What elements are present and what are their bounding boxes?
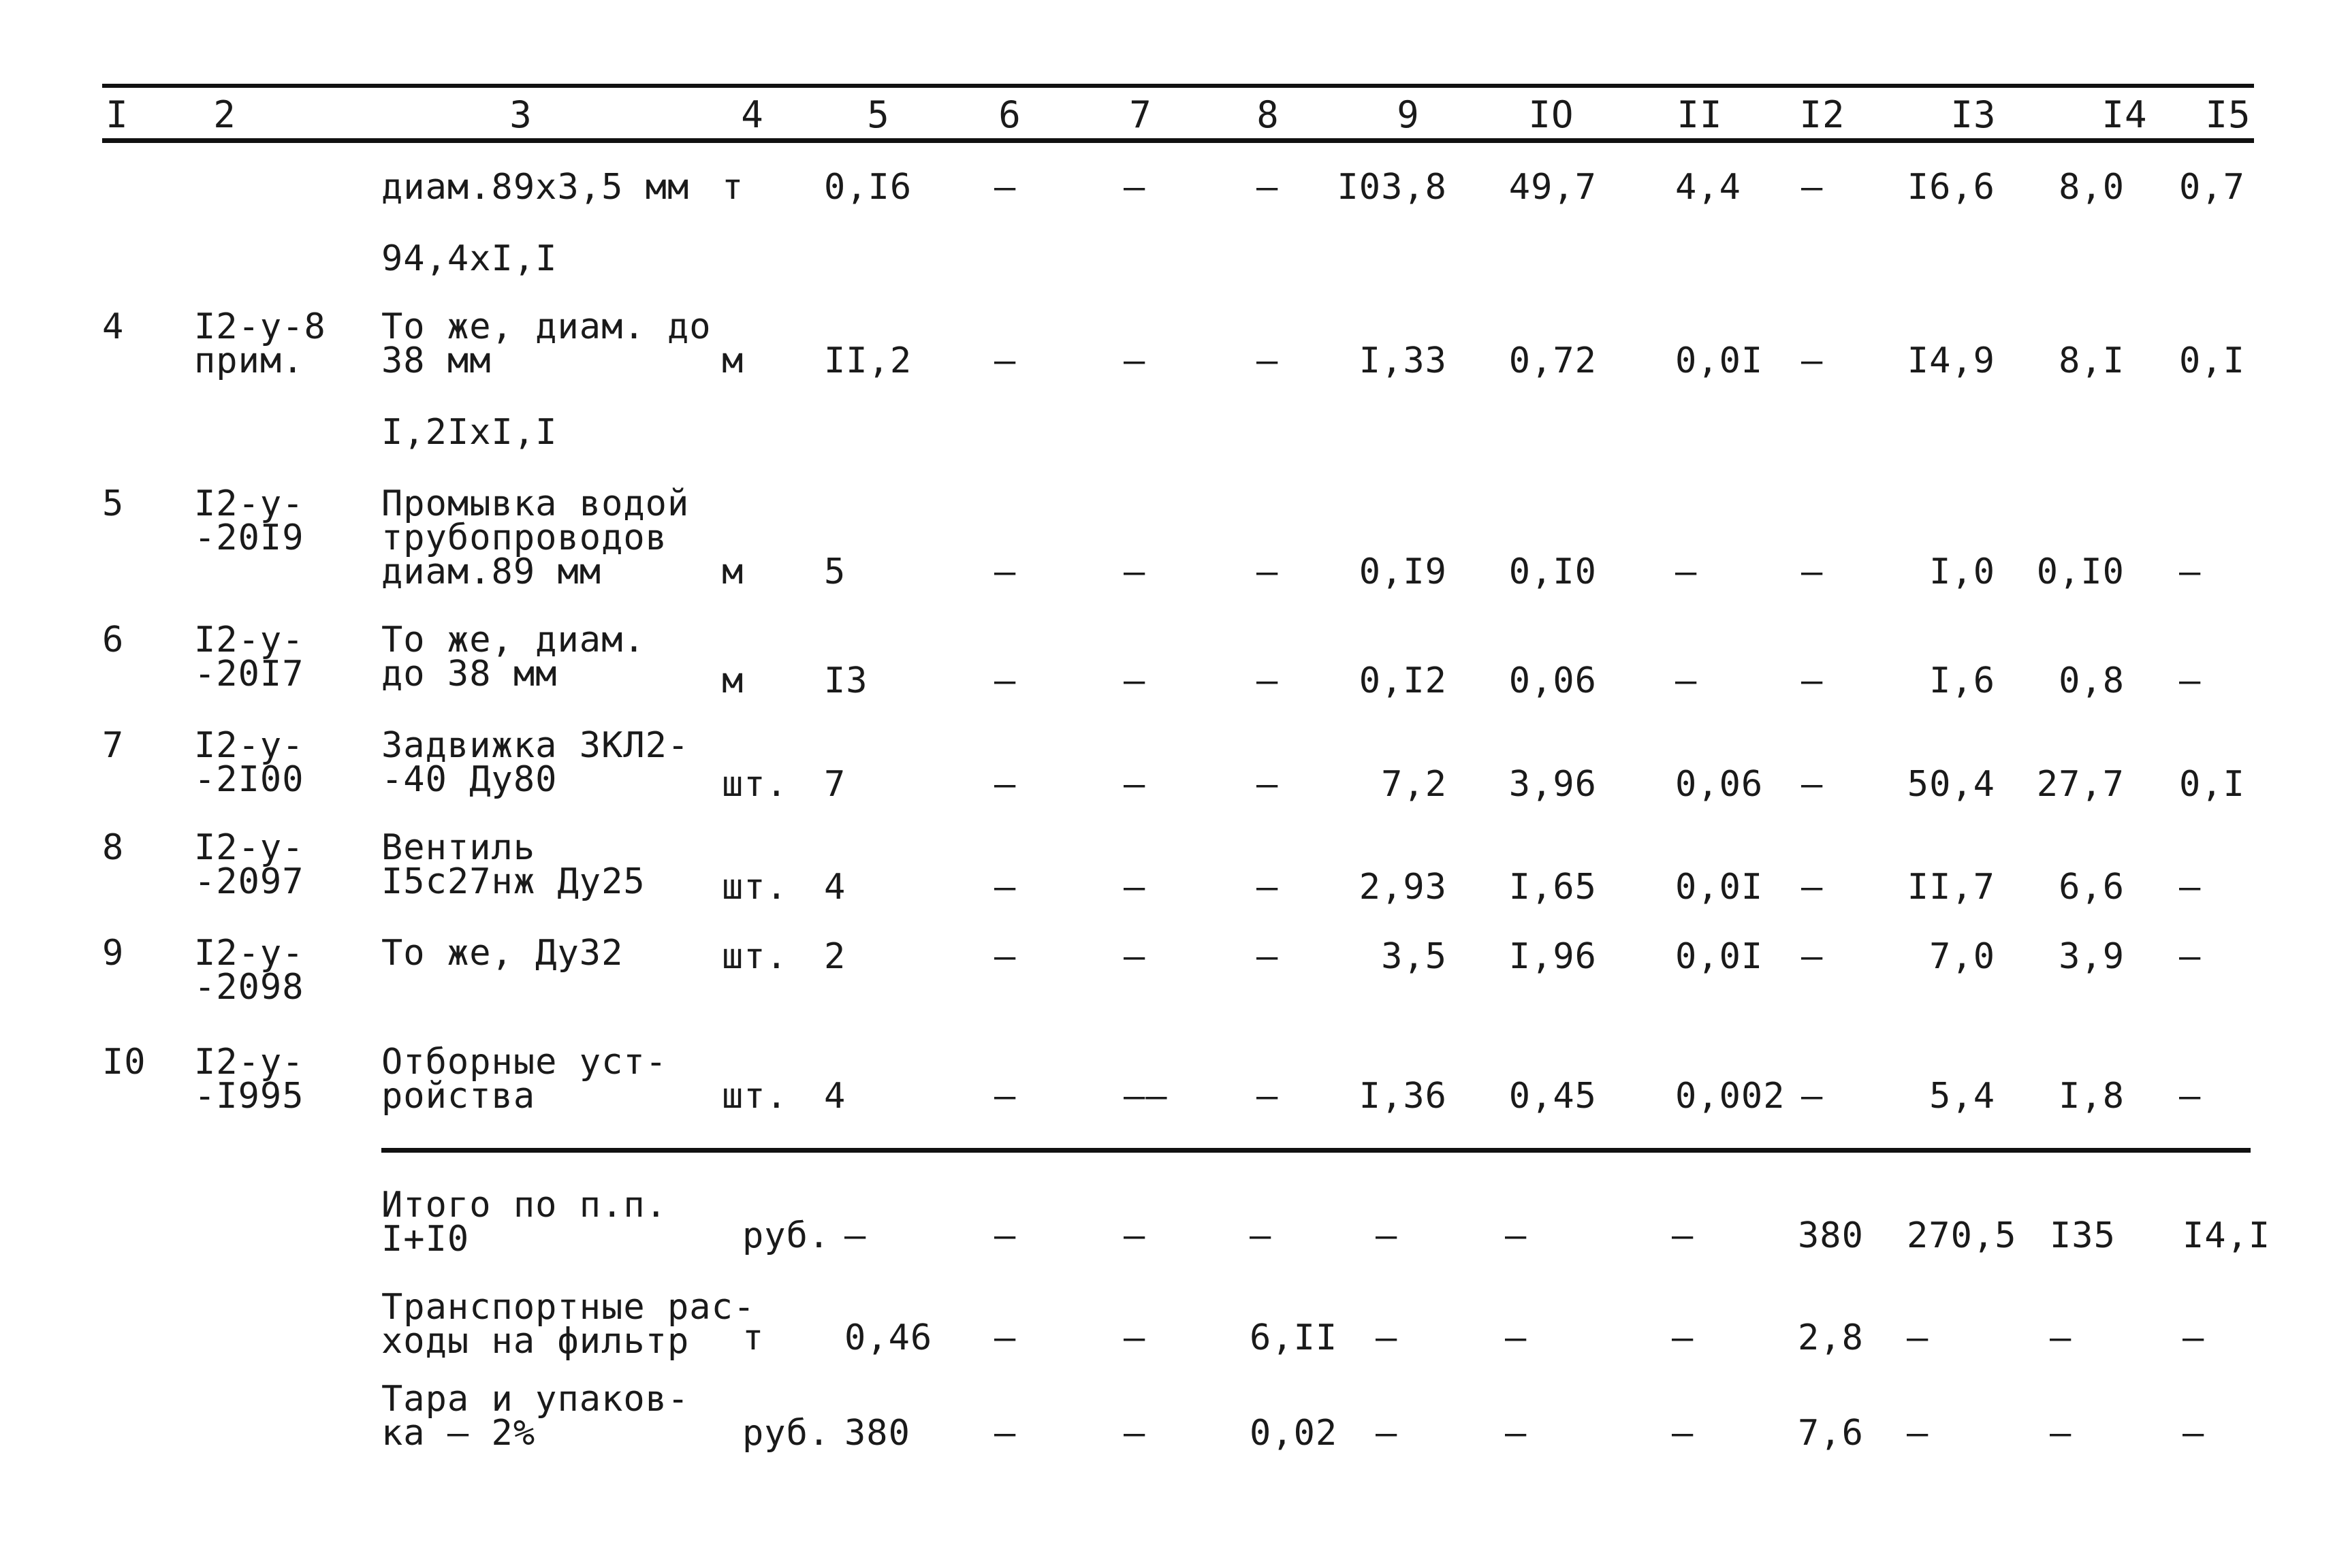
col-13-value: 5,4 (1929, 1076, 1995, 1117)
col-10-value: 0,I0 (1508, 551, 1597, 592)
item-code: I2-у- -I995 (194, 1042, 304, 1117)
col-7-value: –– (1124, 1076, 1168, 1117)
column-header-7: 7 (1129, 93, 1152, 136)
totals-description: Транспортные рас- ходы на фильтр (381, 1287, 756, 1362)
item-code: I2-у- -20I9 (194, 483, 304, 558)
col-8-value: – (1256, 1076, 1279, 1117)
col-14-value: 8,0 (2059, 167, 2125, 208)
totals-unit: руб. (742, 1413, 831, 1454)
totals-col-13: 270,5 (1907, 1215, 2017, 1256)
col-7-value: – (1124, 551, 1146, 592)
column-header-1: I (106, 93, 129, 136)
col-9-value: I,33 (1359, 340, 1447, 381)
col-6-value: – (994, 167, 1017, 208)
totals-col-13: – (1907, 1413, 1929, 1454)
quantity: 0,I6 (824, 167, 912, 208)
col-15-value: – (2179, 660, 2202, 701)
item-code: I2-у- -2097 (194, 827, 304, 902)
col-8-value: – (1256, 551, 1279, 592)
col-9-value: 7,2 (1381, 764, 1447, 805)
item-description: Промывка водой трубопроводов диам.89 мм (381, 483, 690, 592)
totals-quantity: 0,46 (844, 1317, 933, 1358)
col-12-value: – (1801, 660, 1824, 701)
column-header-3: 3 (509, 93, 533, 136)
totals-col-14: – (2050, 1317, 2072, 1358)
col-6-value: – (994, 867, 1017, 908)
column-header-12: I2 (1799, 93, 1845, 136)
col-15-value: – (2179, 936, 2202, 977)
col-15-value: – (2179, 551, 2202, 592)
totals-col-6: – (994, 1215, 1017, 1256)
totals-col-9: – (1376, 1317, 1398, 1358)
col-13-value: I4,9 (1907, 340, 1995, 381)
totals-col-8: – (1250, 1215, 1272, 1256)
unit: шт. (722, 867, 788, 908)
quantity-formula: 94,4xI,I (381, 238, 558, 279)
col-10-value: I,96 (1508, 936, 1597, 977)
col-8-value: – (1256, 764, 1279, 805)
row-number: 5 (102, 483, 125, 524)
totals-col-6: – (994, 1317, 1017, 1358)
totals-col-11: – (1672, 1215, 1694, 1256)
totals-col-7: – (1124, 1413, 1146, 1454)
col-7-value: – (1124, 340, 1146, 381)
col-12-value: – (1801, 867, 1824, 908)
col-13-value: II,7 (1907, 867, 1995, 908)
col-11-value: 4,4 (1675, 167, 1741, 208)
col-7-value: – (1124, 764, 1146, 805)
col-13-value: I6,6 (1907, 167, 1995, 208)
quantity: I3 (824, 660, 868, 701)
item-description: диам.89x3,5 мм (381, 167, 690, 208)
totals-description: Итого по п.п. I+I0 (381, 1185, 667, 1260)
col-12-value: – (1801, 1076, 1824, 1117)
column-header-8: 8 (1256, 93, 1280, 136)
quantity: 4 (824, 867, 846, 908)
col-11-value: – (1675, 551, 1698, 592)
col-9-value: 0,I2 (1359, 660, 1447, 701)
quantity: 5 (824, 551, 846, 592)
col-14-value: 0,I0 (2036, 551, 2125, 592)
col-12-value: – (1801, 764, 1824, 805)
totals-col-14: I35 (2050, 1215, 2116, 1256)
col-12-value: – (1801, 167, 1824, 208)
totals-col-8: 0,02 (1250, 1413, 1338, 1454)
col-14-value: 27,7 (2036, 764, 2125, 805)
item-description: То же, диам. до 38 мм (381, 620, 646, 694)
col-6-value: – (994, 551, 1017, 592)
item-description: Задвижка ЗКЛ2- -40 Ду80 (381, 725, 690, 800)
col-11-value: 0,0I (1675, 936, 1764, 977)
item-code: I2-у- -2I00 (194, 725, 304, 800)
unit: м (722, 660, 744, 701)
item-code: I2-у- -20I7 (194, 620, 304, 694)
totals-col-12: 2,8 (1798, 1317, 1864, 1358)
totals-col-6: – (994, 1413, 1017, 1454)
col-7-value: – (1124, 867, 1146, 908)
item-code: I2-у- -2098 (194, 933, 304, 1008)
unit: шт. (722, 1076, 788, 1117)
col-15-value: 0,I (2179, 340, 2245, 381)
totals-unit: руб. (742, 1215, 831, 1256)
col-10-value: 49,7 (1508, 167, 1597, 208)
col-12-value: – (1801, 551, 1824, 592)
col-6-value: – (994, 1076, 1017, 1117)
unit: м (722, 551, 744, 592)
totals-col-15: I4,I (2183, 1215, 2271, 1256)
col-13-value: I,6 (1929, 660, 1995, 701)
col-9-value: 3,5 (1381, 936, 1447, 977)
totals-quantity: – (844, 1215, 867, 1256)
totals-col-13: – (1907, 1317, 1929, 1358)
col-6-value: – (994, 764, 1017, 805)
col-12-value: – (1801, 936, 1824, 977)
col-11-value: 0,002 (1675, 1076, 1786, 1117)
row-number: 4 (102, 306, 125, 347)
column-header-4: 4 (741, 93, 764, 136)
col-6-value: – (994, 660, 1017, 701)
totals-col-11: – (1672, 1413, 1694, 1454)
item-description: То же, диам. до 38 мм (381, 306, 712, 381)
col-8-value: – (1256, 867, 1279, 908)
totals-col-11: – (1672, 1317, 1694, 1358)
row-number: I0 (102, 1042, 146, 1083)
totals-col-12: 380 (1798, 1215, 1864, 1256)
unit: шт. (722, 764, 788, 805)
totals-separator-rule (381, 1148, 2251, 1153)
column-header-15: I5 (2205, 93, 2251, 136)
col-13-value: I,0 (1929, 551, 1995, 592)
col-14-value: 8,I (2059, 340, 2125, 381)
col-8-value: – (1256, 660, 1279, 701)
totals-unit: т (742, 1317, 765, 1358)
column-header-2: 2 (213, 93, 236, 136)
totals-col-15: – (2183, 1413, 2205, 1454)
item-description: Вентиль I5с27нж Ду25 (381, 827, 646, 902)
totals-col-15: – (2183, 1317, 2205, 1358)
col-8-value: – (1256, 340, 1279, 381)
col-11-value: – (1675, 660, 1698, 701)
totals-col-9: – (1376, 1413, 1398, 1454)
totals-col-12: 7,6 (1798, 1413, 1864, 1454)
col-7-value: – (1124, 167, 1146, 208)
totals-col-9: – (1376, 1215, 1398, 1256)
column-header-14: I4 (2101, 93, 2148, 136)
quantity: 2 (824, 936, 846, 977)
col-9-value: 0,I9 (1359, 551, 1447, 592)
totals-col-14: – (2050, 1413, 2072, 1454)
quantity-formula: I,2IxI,I (381, 412, 558, 453)
row-number: 6 (102, 620, 125, 660)
unit: т (722, 167, 744, 208)
row-number: 7 (102, 725, 125, 766)
unit: м (722, 340, 744, 381)
col-15-value: – (2179, 867, 2202, 908)
totals-col-10: – (1505, 1317, 1527, 1358)
col-11-value: 0,06 (1675, 764, 1764, 805)
item-description: То же, Ду32 (381, 933, 624, 974)
col-7-value: – (1124, 936, 1146, 977)
totals-col-10: – (1505, 1215, 1527, 1256)
col-15-value: – (2179, 1076, 2202, 1117)
item-description: Отборные уст- ройства (381, 1042, 667, 1117)
col-10-value: 0,45 (1508, 1076, 1597, 1117)
totals-description: Тара и упаков- ка – 2% (381, 1379, 690, 1454)
col-8-value: – (1256, 167, 1279, 208)
column-header-9: 9 (1397, 93, 1420, 136)
col-11-value: 0,0I (1675, 340, 1764, 381)
unit: шт. (722, 936, 788, 977)
table-top-rule (102, 84, 2254, 88)
column-header-5: 5 (867, 93, 890, 136)
col-13-value: 7,0 (1929, 936, 1995, 977)
col-11-value: 0,0I (1675, 867, 1764, 908)
totals-col-10: – (1505, 1413, 1527, 1454)
col-9-value: I,36 (1359, 1076, 1447, 1117)
row-number: 8 (102, 827, 125, 868)
col-14-value: 0,8 (2059, 660, 2125, 701)
column-header-6: 6 (998, 93, 1021, 136)
column-header-10: IO (1528, 93, 1574, 136)
col-13-value: 50,4 (1907, 764, 1995, 805)
quantity: 4 (824, 1076, 846, 1117)
col-10-value: 0,72 (1508, 340, 1597, 381)
col-14-value: 3,9 (2059, 936, 2125, 977)
row-number: 9 (102, 933, 125, 974)
col-10-value: 3,96 (1508, 764, 1597, 805)
col-14-value: 6,6 (2059, 867, 2125, 908)
col-15-value: 0,7 (2179, 167, 2245, 208)
table-header-rule (102, 138, 2254, 143)
col-10-value: I,65 (1508, 867, 1597, 908)
col-14-value: I,8 (2059, 1076, 2125, 1117)
col-9-value: 2,93 (1359, 867, 1447, 908)
column-header-11: II (1677, 93, 1723, 136)
quantity: 7 (824, 764, 846, 805)
col-7-value: – (1124, 660, 1146, 701)
col-6-value: – (994, 340, 1017, 381)
item-code: I2-у-8 прим. (194, 306, 326, 381)
col-15-value: 0,I (2179, 764, 2245, 805)
column-header-13: I3 (1950, 93, 1997, 136)
col-6-value: – (994, 936, 1017, 977)
totals-col-8: 6,II (1250, 1317, 1338, 1358)
col-10-value: 0,06 (1508, 660, 1597, 701)
col-9-value: I03,8 (1337, 167, 1447, 208)
totals-col-7: – (1124, 1215, 1146, 1256)
col-8-value: – (1256, 936, 1279, 977)
quantity: II,2 (824, 340, 912, 381)
totals-quantity: 380 (844, 1413, 910, 1454)
col-12-value: – (1801, 340, 1824, 381)
totals-col-7: – (1124, 1317, 1146, 1358)
